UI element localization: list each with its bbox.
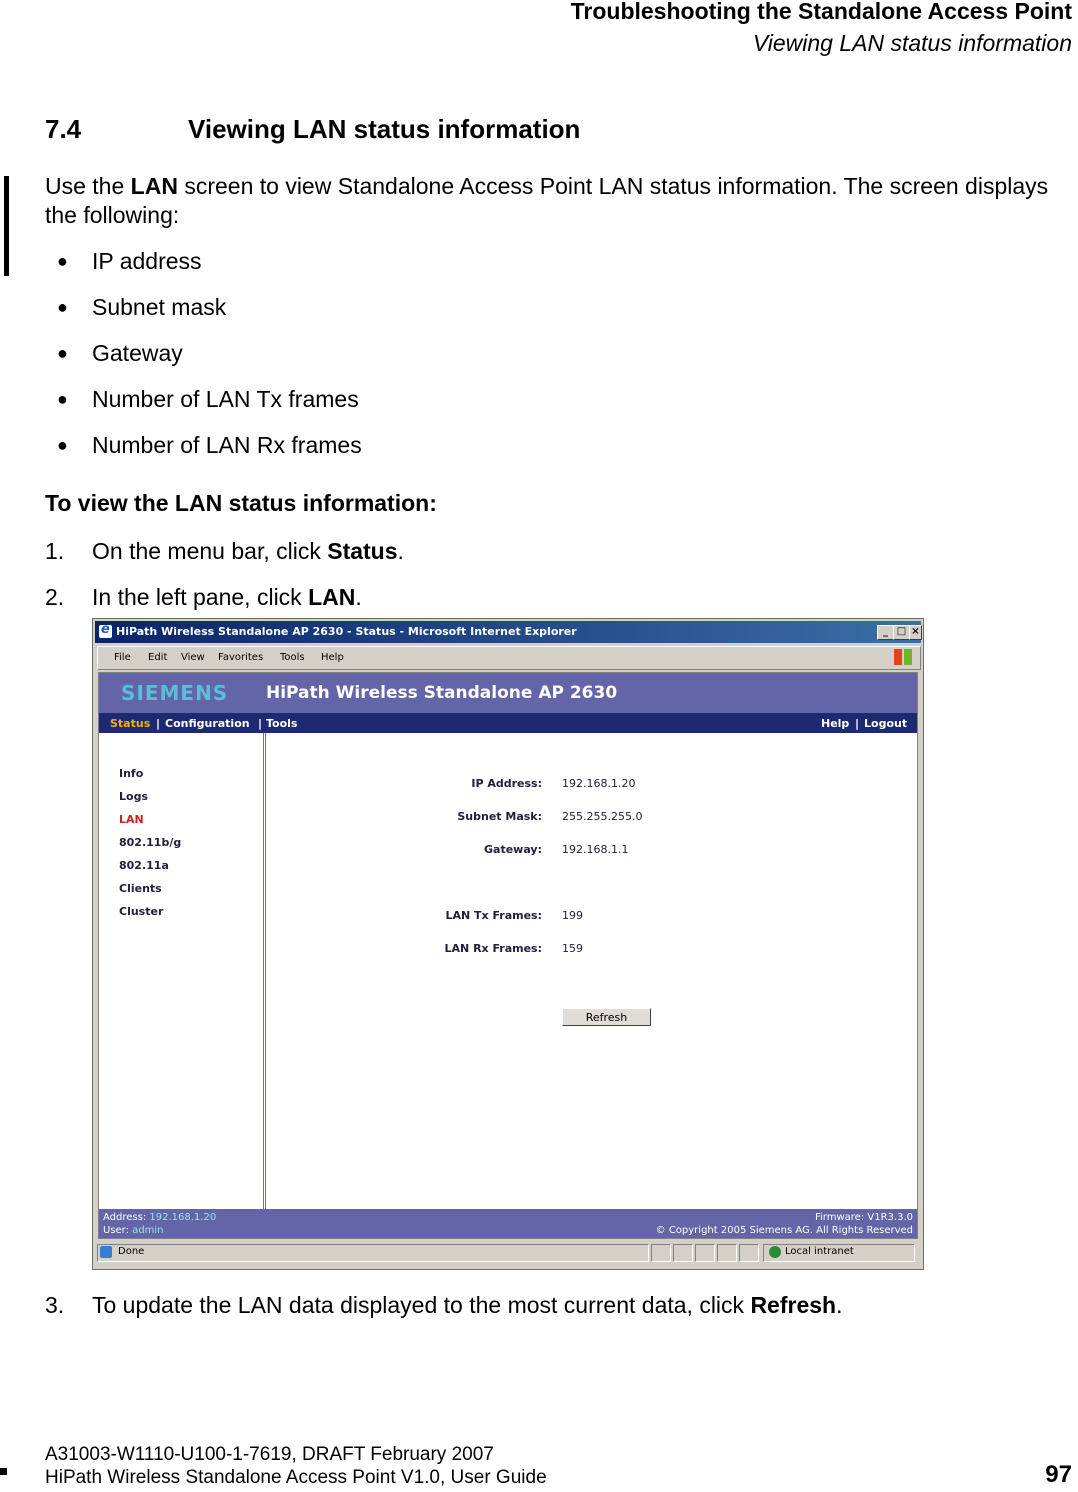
nav-separator: | [258, 717, 263, 730]
bullet-icon: ● [57, 435, 68, 455]
left-menu-clients[interactable]: Clients [119, 882, 162, 895]
nav-configuration[interactable]: Configuration [165, 717, 250, 730]
gateway-label: Gateway: [484, 843, 542, 856]
browser-statusbar [97, 1243, 919, 1263]
browser-menubar [97, 646, 921, 670]
left-menu-lan[interactable]: LAN [119, 813, 144, 826]
running-header-section: Viewing LAN status information [752, 30, 1072, 56]
lan-tx-frames-label: LAN Tx Frames: [445, 909, 542, 922]
section-title [45, 114, 580, 145]
subnet-mask-label: Subnet Mask: [457, 810, 542, 823]
nav-separator: | [156, 717, 161, 730]
window-titlebar [95, 621, 921, 643]
lan-tx-frames-value: 199 [562, 909, 583, 922]
bullet-text: Number of LAN Rx frames [92, 432, 362, 458]
refresh-button[interactable]: Refresh [562, 1008, 651, 1026]
status-zone: Local intranet [785, 1246, 854, 1257]
page-marker [0, 1468, 7, 1475]
minimize-button[interactable]: _ [877, 625, 894, 640]
step-1 [45, 538, 404, 565]
step-2 [45, 584, 362, 611]
footer-user [103, 1225, 164, 1236]
section-number: 7.4 [45, 114, 82, 144]
lan-rx-frames-value: 159 [562, 942, 583, 955]
footer-doc-title: HiPath Wireless Standalone Access Point V1.0, User Guide [45, 1467, 547, 1488]
nav-status[interactable]: Status [110, 717, 151, 730]
bullet-text: Gateway [92, 340, 183, 366]
menu-view[interactable]: View [181, 652, 205, 663]
intro-text-start: Use the [45, 173, 131, 199]
bullet-icon: ● [57, 251, 68, 271]
intro-text-end: screen to view Standalone Access Point LAN status information. The screen displays the following: [45, 173, 1049, 228]
nav-tools[interactable]: Tools [266, 717, 298, 730]
address-label: Address: [103, 1212, 147, 1223]
footer-firmware [815, 1212, 913, 1223]
step-3 [45, 1292, 842, 1319]
ip-address-value: 192.168.1.20 [562, 777, 636, 790]
bullet-text: Number of LAN Tx frames [92, 386, 359, 412]
intro-paragraph [45, 172, 1055, 230]
procedure-heading: To view the LAN status information: [45, 490, 437, 516]
bullet-icon: ● [57, 343, 68, 363]
left-menu-cluster[interactable]: Cluster [119, 905, 164, 918]
window-title: HiPath Wireless Standalone AP 2630 - Status - Microsoft Internet Explorer [116, 625, 577, 638]
step-text: On the menu bar, click [92, 538, 328, 564]
status-pane [651, 1244, 671, 1262]
left-menu-info[interactable]: Info [119, 767, 144, 780]
close-button[interactable]: × [909, 625, 922, 640]
step-number: 1. [45, 538, 65, 564]
page-done-icon [100, 1246, 112, 1258]
menu-help[interactable]: Help [321, 652, 344, 663]
step-text: In the left pane, click [92, 584, 309, 610]
step-punct: . [397, 538, 404, 564]
subnet-mask-value: 255.255.255.0 [562, 810, 643, 823]
firmware-value: V1R3.3.0 [867, 1212, 913, 1223]
user-value: admin [132, 1225, 164, 1236]
left-menu-logs[interactable]: Logs [119, 790, 148, 803]
step-bold: Refresh [750, 1292, 837, 1318]
menu-tools[interactable]: Tools [280, 652, 305, 663]
change-bar [4, 176, 9, 276]
web-page [98, 672, 918, 1239]
footer-address [103, 1212, 216, 1223]
step-number: 2. [45, 584, 65, 610]
status-pane [673, 1244, 693, 1262]
browser-screenshot [92, 618, 924, 1270]
address-value: 192.168.1.20 [149, 1212, 217, 1223]
step-bold: LAN [308, 584, 356, 610]
gateway-value: 192.168.1.1 [562, 843, 629, 856]
windows-logo-icon [894, 649, 912, 665]
bullet-icon: ● [57, 297, 68, 317]
product-name: HiPath Wireless Standalone AP 2630 [266, 683, 618, 703]
step-punct: . [836, 1292, 843, 1318]
maximize-button[interactable]: □ [893, 625, 910, 640]
user-label: User: [103, 1225, 129, 1236]
firmware-label: Firmware: [815, 1212, 865, 1223]
step-number: 3. [45, 1292, 65, 1318]
status-pane [717, 1244, 737, 1262]
bullet-icon: ● [57, 389, 68, 409]
status-pane [739, 1244, 759, 1262]
left-pane [99, 733, 266, 1209]
step-text: To update the LAN data displayed to the most current data, click [92, 1292, 751, 1318]
section-title-text: Viewing LAN status information [188, 114, 581, 144]
menu-favorites[interactable]: Favorites [218, 652, 264, 663]
internet-explorer-icon [99, 625, 112, 638]
running-header-chapter: Troubleshooting the Standalone Access Point [570, 0, 1072, 24]
menu-edit[interactable]: Edit [148, 652, 168, 663]
top-nav [99, 713, 917, 733]
left-menu-80211a[interactable]: 802.11a [119, 859, 169, 872]
menu-file[interactable]: File [114, 652, 131, 663]
step-punct: . [355, 584, 362, 610]
nav-separator: | [855, 717, 860, 730]
status-pane [97, 1244, 649, 1262]
page-number: 97 [1045, 1461, 1072, 1488]
intranet-globe-icon [769, 1246, 781, 1258]
nav-logout[interactable]: Logout [864, 717, 908, 730]
bullet-text: IP address [92, 248, 202, 274]
status-pane [695, 1244, 715, 1262]
intro-bold-lan: LAN [130, 173, 178, 199]
bullet-text: Subnet mask [92, 294, 227, 320]
page-banner [99, 673, 917, 713]
siemens-logo: SIEMENS [121, 681, 229, 705]
status-done: Done [118, 1246, 145, 1257]
nav-help[interactable]: Help [821, 717, 850, 730]
lan-rx-frames-label: LAN Rx Frames: [444, 942, 542, 955]
page-footer [99, 1209, 917, 1239]
step-bold: Status [327, 538, 398, 564]
footer-copyright: © Copyright 2005 Siemens AG. All Rights Reserved [655, 1225, 913, 1236]
ip-address-label: IP Address: [471, 777, 542, 790]
left-menu-80211bg[interactable]: 802.11b/g [119, 836, 182, 849]
footer-doc-id: A31003-W1110-U100-1-7619, DRAFT February 2007 [45, 1444, 494, 1465]
